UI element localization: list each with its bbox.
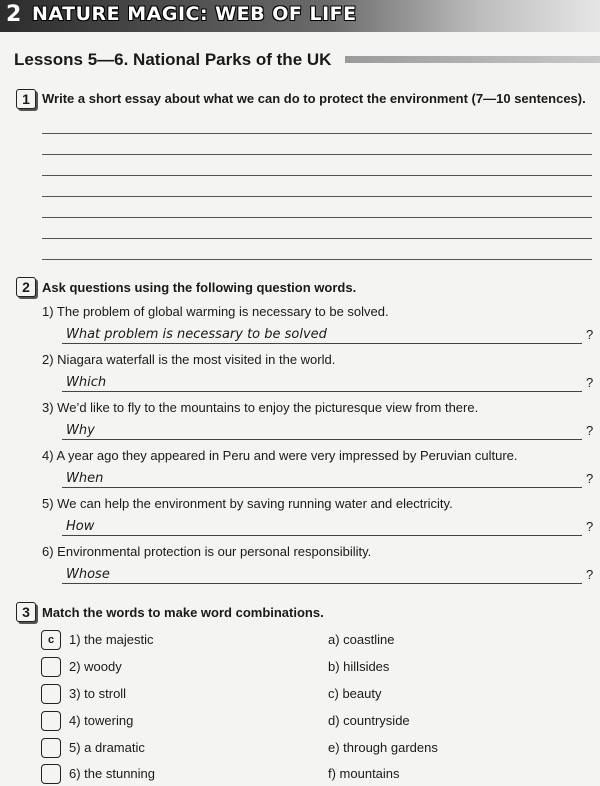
question-5-text: 5) We can help the environment by saving running water and electricity.	[42, 496, 453, 511]
question-1-text: 1) The problem of global warming is necessary to be solved.	[42, 304, 389, 319]
task-1-number: 1	[16, 89, 36, 109]
match-left-6: 6) the stunning	[69, 766, 156, 781]
task-2-instruction: Ask questions using the following question words.	[42, 280, 357, 295]
question-5-answer: How	[66, 519, 95, 534]
lesson-title: Lessons 5—6. National Parks of the UK	[14, 50, 332, 69]
question-4-answer: When	[66, 471, 104, 486]
question-3-mark: ?	[586, 423, 594, 438]
task-3-instruction: Match the words to make word combinations.	[42, 605, 324, 620]
question-4-mark: ?	[586, 471, 594, 486]
question-4-answer-line[interactable]	[62, 469, 582, 488]
match-right-a: a) coastline	[328, 632, 395, 647]
question-2-mark: ?	[586, 375, 594, 390]
essay-line-2[interactable]	[42, 154, 592, 155]
task-3-number: 3	[16, 602, 36, 622]
question-2-text: 2) Niagara waterfall is the most visited in the world.	[42, 352, 336, 367]
question-6-text: 6) Environmental protection is our personal responsibility.	[42, 544, 372, 559]
question-2-answer-line[interactable]	[62, 373, 582, 392]
match-right-c: c) beauty	[328, 686, 382, 701]
match-right-d: d) countryside	[328, 713, 410, 728]
lesson-title-bar	[345, 56, 600, 63]
question-5-mark: ?	[586, 519, 594, 534]
question-2-answer: Which	[66, 375, 107, 390]
match-left-4: 4) towering	[69, 713, 134, 728]
essay-line-4[interactable]	[42, 196, 592, 197]
question-5-answer-line[interactable]	[62, 517, 582, 536]
match-box-1[interactable]: c	[41, 630, 61, 650]
match-left-1: 1) the majestic	[69, 632, 154, 647]
question-4-text: 4) A year ago they appeared in Peru and were very impressed by Peruvian culture.	[42, 448, 518, 463]
match-box-6[interactable]	[41, 764, 61, 784]
essay-line-3[interactable]	[42, 175, 592, 176]
question-3-text: 3) We’d like to fly to the mountains to enjoy the picturesque view from there.	[42, 400, 479, 415]
task-1-instruction: Write a short essay about what we can do to protect the environment (7—10 sentences).	[42, 91, 586, 106]
match-box-3[interactable]	[41, 684, 61, 704]
essay-line-1[interactable]	[42, 133, 592, 134]
question-3-answer-line[interactable]	[62, 421, 582, 440]
match-left-3: 3) to stroll	[69, 686, 127, 701]
match-right-f: f) mountains	[328, 766, 400, 781]
match-left-5: 5) a dramatic	[69, 740, 145, 755]
question-6-answer-line[interactable]	[62, 565, 582, 584]
match-right-b: b) hillsides	[328, 659, 390, 674]
question-6-mark: ?	[586, 567, 594, 582]
match-box-5[interactable]	[41, 738, 61, 758]
unit-number: 2	[6, 2, 22, 27]
essay-line-5[interactable]	[42, 217, 592, 218]
unit-title: NATURE MAGIC: WEB OF LIFE	[32, 3, 357, 25]
match-box-2[interactable]	[41, 657, 61, 677]
question-3-answer: Why	[66, 423, 95, 438]
match-right-e: e) through gardens	[328, 740, 438, 755]
essay-line-6[interactable]	[42, 238, 592, 239]
task-2-number: 2	[16, 277, 36, 297]
question-1-answer: What problem is necessary to be solved	[66, 327, 327, 342]
essay-line-7[interactable]	[42, 259, 592, 260]
question-6-answer: Whose	[66, 567, 110, 582]
match-left-2: 2) woody	[69, 659, 122, 674]
question-1-mark: ?	[586, 327, 594, 342]
match-box-4[interactable]	[41, 711, 61, 731]
